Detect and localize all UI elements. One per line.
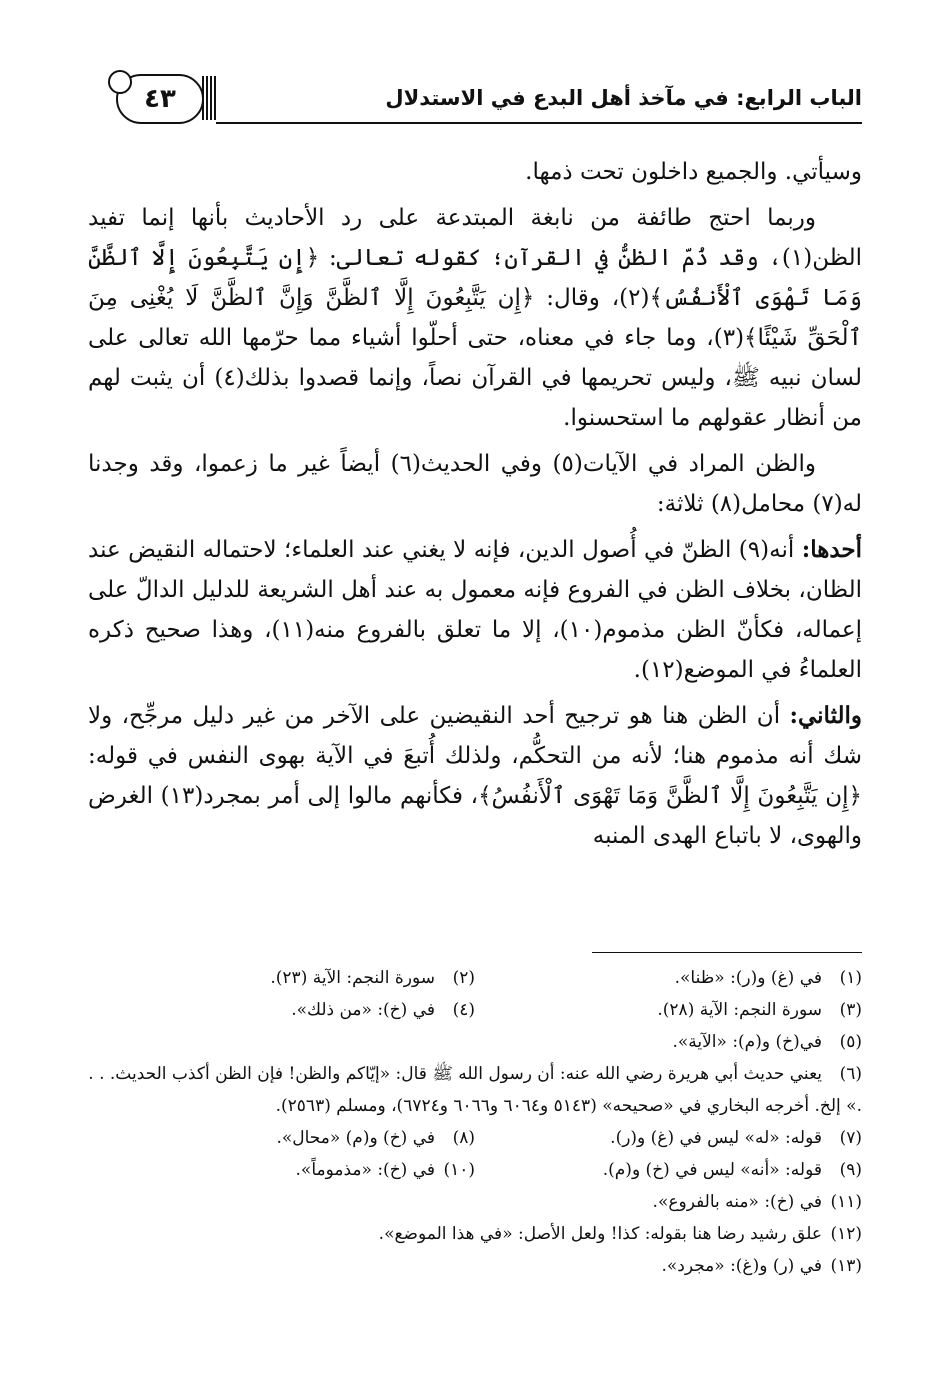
- ornament-curl: [108, 70, 132, 94]
- paragraph-first: [88, 530, 862, 690]
- footnote-separator: [592, 952, 862, 953]
- first-text: أنه(٩) الظنّ في أُصول الدين، فإنه لا يغني عند العلماء؛ لاحتماله النقيض عند الظان، بخلاف الظن في الفروع فإنه معمول به عند أهل الشريعة للدليل الدالّ على إعماله، فكأنّ الظن مذموم(١٠)، إلا ما تعلق بالفروع منه(١١)، وهذا صحيح ذكره العلماءُ في الموضع(١٢).: [88, 537, 863, 683]
- paragraph-3: والظن المراد في الآيات(٥) وفي الحديث(٦) أيضاً غير ما زعموا، وقد وجدنا له(٧) محامل(٨) ثلاثة:: [88, 451, 862, 517]
- second-label: والثاني:: [789, 702, 863, 729]
- footnote-8: (٨)في (خ) و(م) «محال».: [276, 1128, 475, 1148]
- paragraph-1: وسيأتي. والجميع داخلون تحت ذمها.: [525, 159, 862, 185]
- header-rule: [216, 122, 862, 124]
- footnote-2: (٢)سورة النجم: الآية (٢٣).: [270, 968, 475, 988]
- footnote-7: (٧)قوله: «له» ليس في (غ) و(ر).: [610, 1128, 862, 1148]
- footnote-4: (٤)في (خ): «من ذلك».: [291, 1000, 475, 1020]
- page-number: ٤٣: [144, 84, 176, 114]
- ornament-bars: [202, 76, 218, 120]
- footnote-6: (٦)يعني حديث أبي هريرة رضي الله عنه: أن رسول الله ﷺ قال: «إيّاكم والظن! فإن الظن أكذب الحديث. . . .» إلخ. أخرجه البخاري في «صحيحه» (٥١٤٣ و٦٠٦٤ و٦٠٦٦ و٦٧٢٤)، ومسلم (٢٥٦٣).: [88, 1064, 862, 1116]
- running-title: الباب الرابع: في مآخذ أهل البدع في الاستدلال: [385, 86, 862, 110]
- footnote-13: (١٣)في (ر) و(غ): «مجرد».: [661, 1256, 862, 1276]
- footnote-5: (٥)في(خ) و(م): «الآية».: [672, 1032, 862, 1052]
- main-text: [88, 152, 862, 856]
- paragraph-2: وربما احتج طائفة من نابغة المبتدعة على رد الأحاديث بأنها إنما تفيد الظن(١)، وقد ذُمّ الظنُّ في القرآن؛ كقوله تعالى: ﴿إِن يَتَّبِعُونَ إِلَّا ٱلظَّنَّ وَمَا تَهْوَى ٱلْأَنفُسُ﴾(٢)، وقال: ﴿إِن يَتَّبِعُونَ إِلَّا ٱلظَّنَّ وَإِنَّ ٱلظَّنَّ لَا يُغْنِى مِنَ ٱلْحَقِّ شَيْئًا﴾(٣)، وما جاء في معناه، حتى أحلّوا أشياء مما حرّمها الله تعالى على لسان نبيه ﷺ، وليس تحريمها في القرآن نصاً، وإنما قصدوا بذلك(٤) أن يثبت لهم من أنظار عقولهم ما استحسنوا.: [88, 205, 862, 431]
- footnote-10: (١٠)في (خ): «مذموماً».: [295, 1160, 475, 1180]
- footnote-1: (١)في (غ) و(ر): «ظنا».: [674, 968, 862, 988]
- page-header: [108, 72, 862, 132]
- first-label: أحدها:: [801, 536, 863, 563]
- footnotes: [88, 962, 862, 1282]
- footnote-12: (١٢)علق رشيد رضا هنا بقوله: كذا! ولعل الأصل: «في هذا الموضع».: [378, 1224, 862, 1244]
- paragraph-second: [88, 696, 862, 856]
- footnote-9: (٩)قوله: «أنه» ليس في (خ) و(م).: [602, 1160, 862, 1180]
- second-text: أن الظن هنا هو ترجيح أحد النقيضين على الآخر من غير دليل مرجِّح، ولا شك أنه مذموم هنا؛ لأنه من التحكُّم، ولذلك أُتبعَ في الآية بهوى النفس في قوله: ﴿إِن يَتَّبِعُونَ إِلَّا ٱلظَّنَّ وَمَا تَهْوَى ٱلْأَنفُسُ﴾، فكأنهم مالوا إلى أمر بمجرد(١٣) الغرض والهوى، لا باتباع الهدى المنبه: [88, 703, 862, 849]
- footnote-11: (١١)في (خ): «منه بالفروع».: [652, 1192, 862, 1212]
- footnote-3: (٣)سورة النجم: الآية (٢٨).: [657, 1000, 862, 1020]
